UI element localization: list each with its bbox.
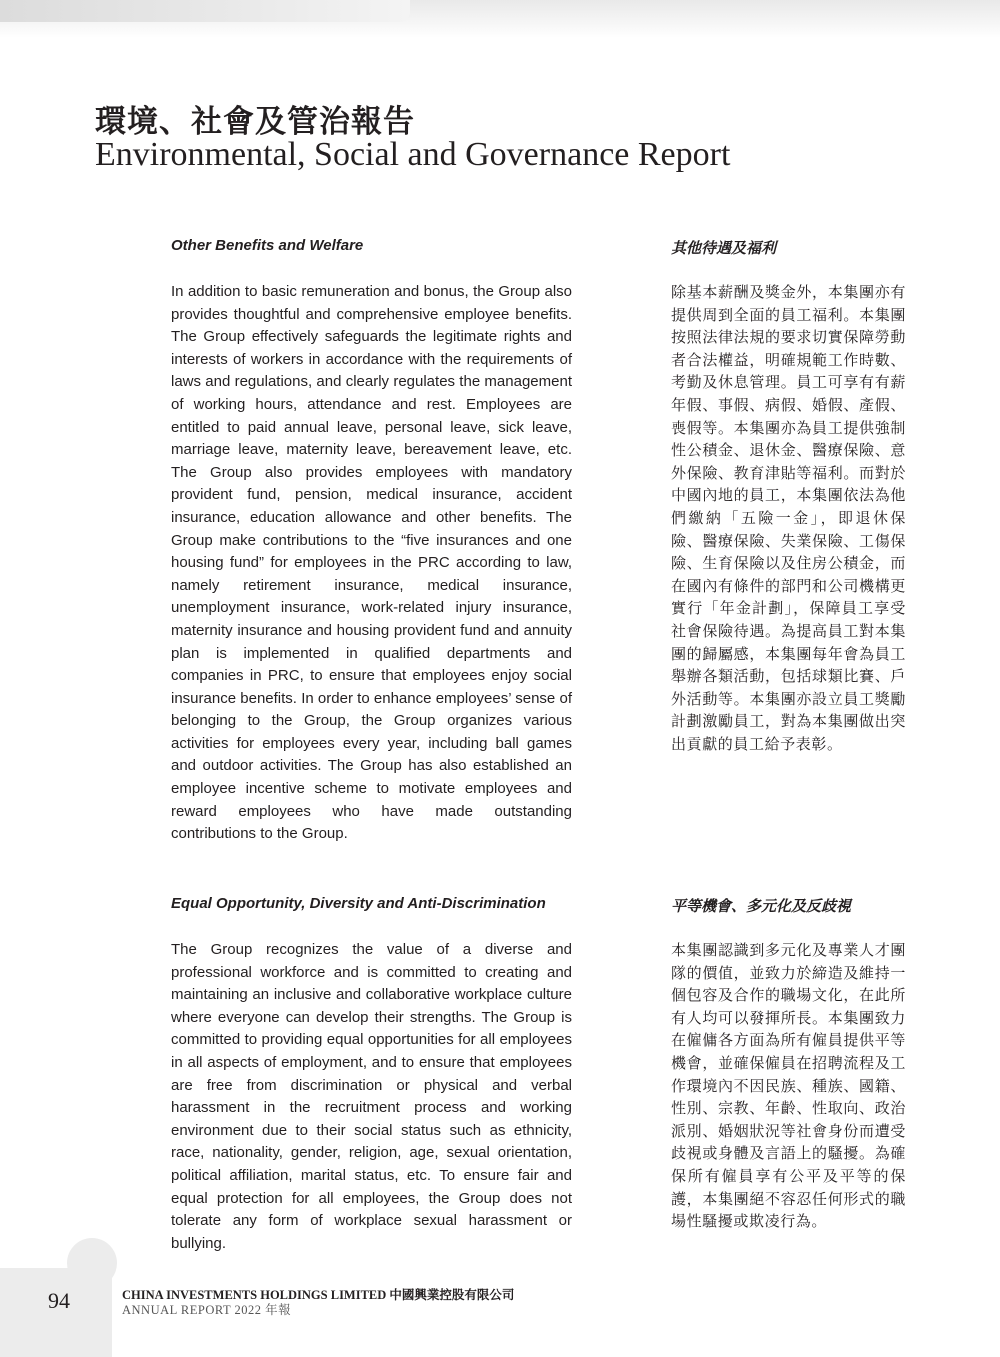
section-heading-equal-opportunity-cn: 平等機會、多元化及反歧視: [671, 897, 852, 915]
top-corner-tab: [0, 0, 410, 22]
section-body-benefits-cn: 除基本薪酬及獎金外，本集團亦有提供周到全面的員工福利。本集團按照法律法規的要求切實保障勞動者合法權益，明確規範工作時數、考勤及休息管理。員工可享有有薪年假、事假、病假、婚假、產假、喪假等。本集團亦為員工提供強制性公積金、退休金、醫療保險、意外保險、教育津貼等福利。而對於中國內地的員工，本集團依法為他們繳納「五險一金」，即退休保險、醫療保險、失業保險、工傷保險、生育保險以及住房公積金，而在國內有條件的部門和公司機構更實行「年金計劃」，保障員工享受社會保險待遇。為提高員工對本集團的歸屬感，本集團每年會為員工舉辦各類活動，包括球類比賽、戶外活動等。本集團亦設立員工獎勵計劃激勵員工，對為本集團做出突出貢獻的員工給予表彰。: [671, 283, 906, 753]
section-body-equal-opportunity-cn: 本集團認識到多元化及專業人才團隊的價值，並致力於締造及維持一個包容及合作的職場文化，在此所有人均可以發揮所長。本集團致力在僱傭各方面為所有僱員提供平等機會，並確保僱員在招聘流程及工作環境內不因民族、種族、國籍、性別、宗教、年齡、性取向、政治派別、婚姻狀況等社會身份而遭受歧視或身體及言語上的騷擾。為確保所有僱員享有公平及平等的保護，本集團絕不容忍任何形式的職場性騷擾或欺凌行為。: [671, 941, 906, 1231]
footer-report-label: ANNUAL REPORT 2022 年報: [122, 1303, 292, 1317]
page-title-chinese: 環境、社會及管治報告: [95, 104, 415, 140]
footer-company-name: CHINA INVESTMENTS HOLDINGS LIMITED 中國興業控股有限公司: [122, 1288, 515, 1302]
top-decorative-band: [0, 0, 1000, 38]
section-heading-benefits-cn: 其他待遇及福利: [671, 239, 777, 257]
page-number: 94: [48, 1288, 70, 1313]
section-heading-benefits-en: Other Benefits and Welfare: [171, 237, 364, 254]
section-body-benefits-en: In addition to basic remuneration and bonus, the Group also provides thoughtful and comprehensive employee benefits. The Group effectively safeguards the legitimate rights and interests of workers in accordance with the requirements of laws and regulations, and clearly regulates the management of working hours, attendance and rest. Employees are entitled to paid annual leave, personal leave, sick leave, marriage leave, maternity leave, bereavement leave, etc. The Group also provides employees with mandatory provident fund, pension, medical insurance, accident insurance, education allowance and other benefits. The Group make contributions to the “five insurances and one housing fund” for employees in the PRC according to law, namely retirement insurance, medical insurance, unemployment insurance, work-related injury insurance, maternity insurance and housing provident fund and annuity plan is implemented in qualified departments and companies in PRC, to ensure that employees enjoy social insurance benefits. In order to enhance employees’ sense of belonging to the Group, the Group organizes various activities for employees every year, including ball games and outdoor activities. The Group has also established an employee incentive scheme to motivate employees and reward employees who have made outstanding contributions to the Group.: [171, 283, 572, 843]
page-title-english: Environmental, Social and Governance Report: [95, 136, 731, 173]
section-heading-equal-opportunity-en: Equal Opportunity, Diversity and Anti-Discrimination: [171, 895, 546, 912]
section-body-equal-opportunity-en: The Group recognizes the value of a diverse and professional workforce and is committed to creating and maintaining an inclusive and collaborative workplace culture where everyone can develop their strengths. The Group is committed to providing equal opportunities for all employees in all aspects of employment, and to ensure that employees are free from discrimination or physical and verbal harassment in the recruitment process and working environment due to their social status such as ethnicity, race, nationality, gender, religion, age, sexual orientation, political affiliation, marital status, etc. To ensure fair and equal protection for all employees, the Group does not tolerate any form of workplace sexual harassment or bullying.: [171, 941, 572, 1252]
